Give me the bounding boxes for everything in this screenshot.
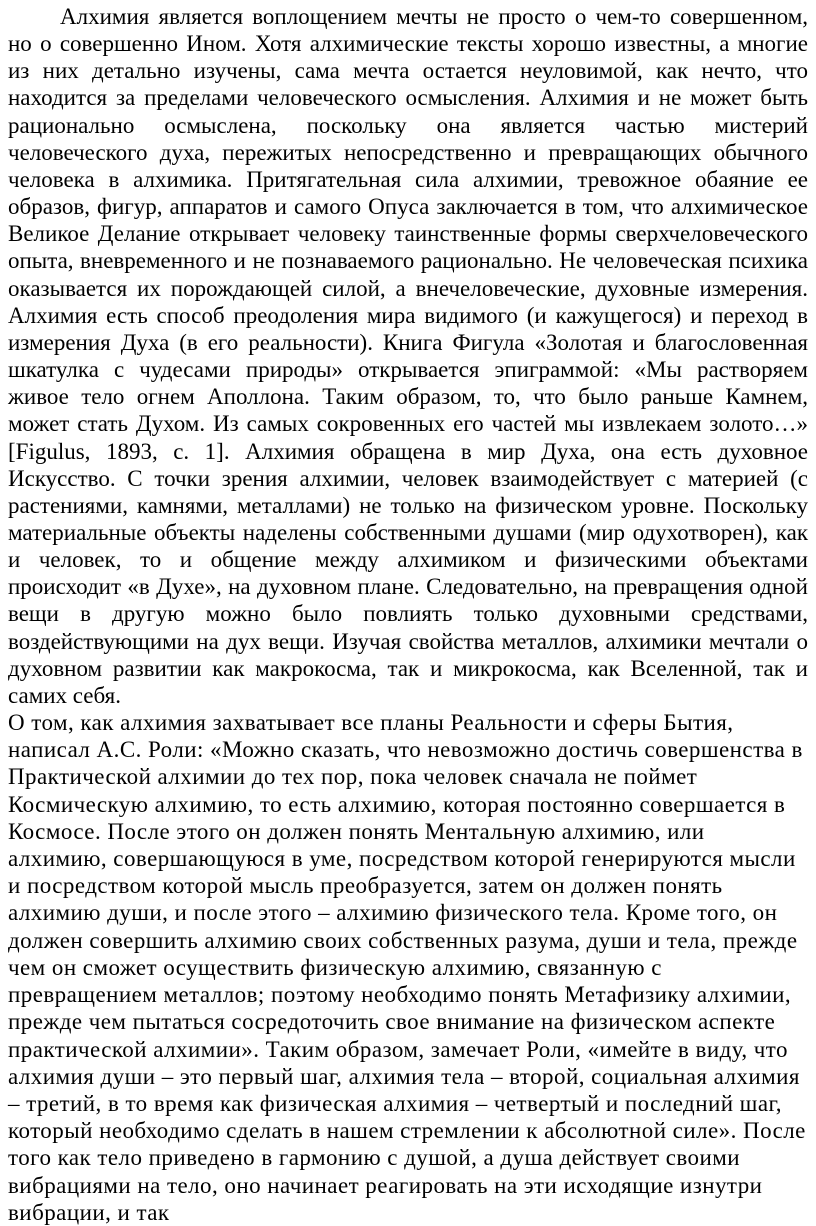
paragraph-alchemy-dream: Алхимия является воплощением мечты не просто о чем-то совершенном, но о совершенно Ином. Хотя алхимические тексты хорошо известны, а многие из них детально изучены, сама мечта остается неуловимой, как нечто, что находится за пределами человеческого осмысления. Алхимия и не может быть рационально осмыслена, поскольку она является частью мистерий человеческого духа, пережитых непосредственно и превращающих обычного человека в алхимика. Притягательная сила алхимии, тревожное обаяние ее образов, фигур, аппаратов и самого Опуса заключается в том, что алхимическое Великое Делание открывает человеку таинственные формы сверхчеловеческого опыта, вневременного и не познаваемого рационально. Не человеческая психика оказывается их порождающей силой, а внечеловеческие, духовные измерения. Алхимия есть способ преодоления мира видимого (и кажущегося) и переход в измерения Духа (в его реальности). Книга Фигула «Золотая и благословенная шкатулка с чудесами природы» открывается эпиграммой: «Мы растворяем живое тело огнем Аполлона. Таким образом, то, что было раньше Камнем, может стать Духом. Из самых сокровенных его частей мы извлекаем золото…» [Figulus, 1893, с. 1]. Алхимия обращена в мир Духа, она есть духовное Искусство. С точки зрения алхимии, человек взаимодействует с материей (с растениями, камнями, металлами) не только на физическом уровне. Поскольку материальные объекты наделены собственными душами (мир одухотворен), как и человек, то и общение между алхимиком и физическими объектами происходит «в Духе», на духовном плане. Следовательно, на превращения одной вещи в другую можно было повлиять только духовными средствами, воздействующими на дух вещи. Изучая свойства металлов, алхимики мечтали о духовном развитии как макрокосма, так и микрокосма, как Вселенной, так и самих себя. <box>8 4 808 708</box>
paragraph-raleigh-quote: О том, как алхимия захватывает все планы Реальности и сферы Бытия, написал А.С. Роли: «Можно сказать, что невозможно достичь совершенства в Практической алхимии до тех пор, пока человек сначала не поймет Космическую алхимию, то есть алхимию, которая постоянно совершается в Космосе. После этого он должен понять Ментальную алхимию, или алхимию, совершающуюся в уме, посредством которой генерируются мысли и посредством которой мысль преобразуется, затем он должен понять алхимию души, и после этого – алхимию физического тела. Кроме того, он должен совершить алхимию своих собственных разума, души и тела, прежде чем он сможет осуществить физическую алхимию, связанную с превращением металлов; поэтому необходимо понять Метафизику алхимии, прежде чем пытаться сосредоточить свое внимание на физическом аспекте практической алхимии». Таким образом, замечает Роли, «имейте в виду, что алхимия души – это первый шаг, алхимия тела – второй, социальная алхимия – третий, в то время как физическая алхимия – четвертый и последний шаг, который необходимо сделать в нашем стремлении к абсолютной силе». После того как тело приведено в гармонию с душой, а душа действует своими вибрациями на тело, оно начинает реагировать на эти исходящие изнутри вибрации, и так <box>8 710 806 1225</box>
